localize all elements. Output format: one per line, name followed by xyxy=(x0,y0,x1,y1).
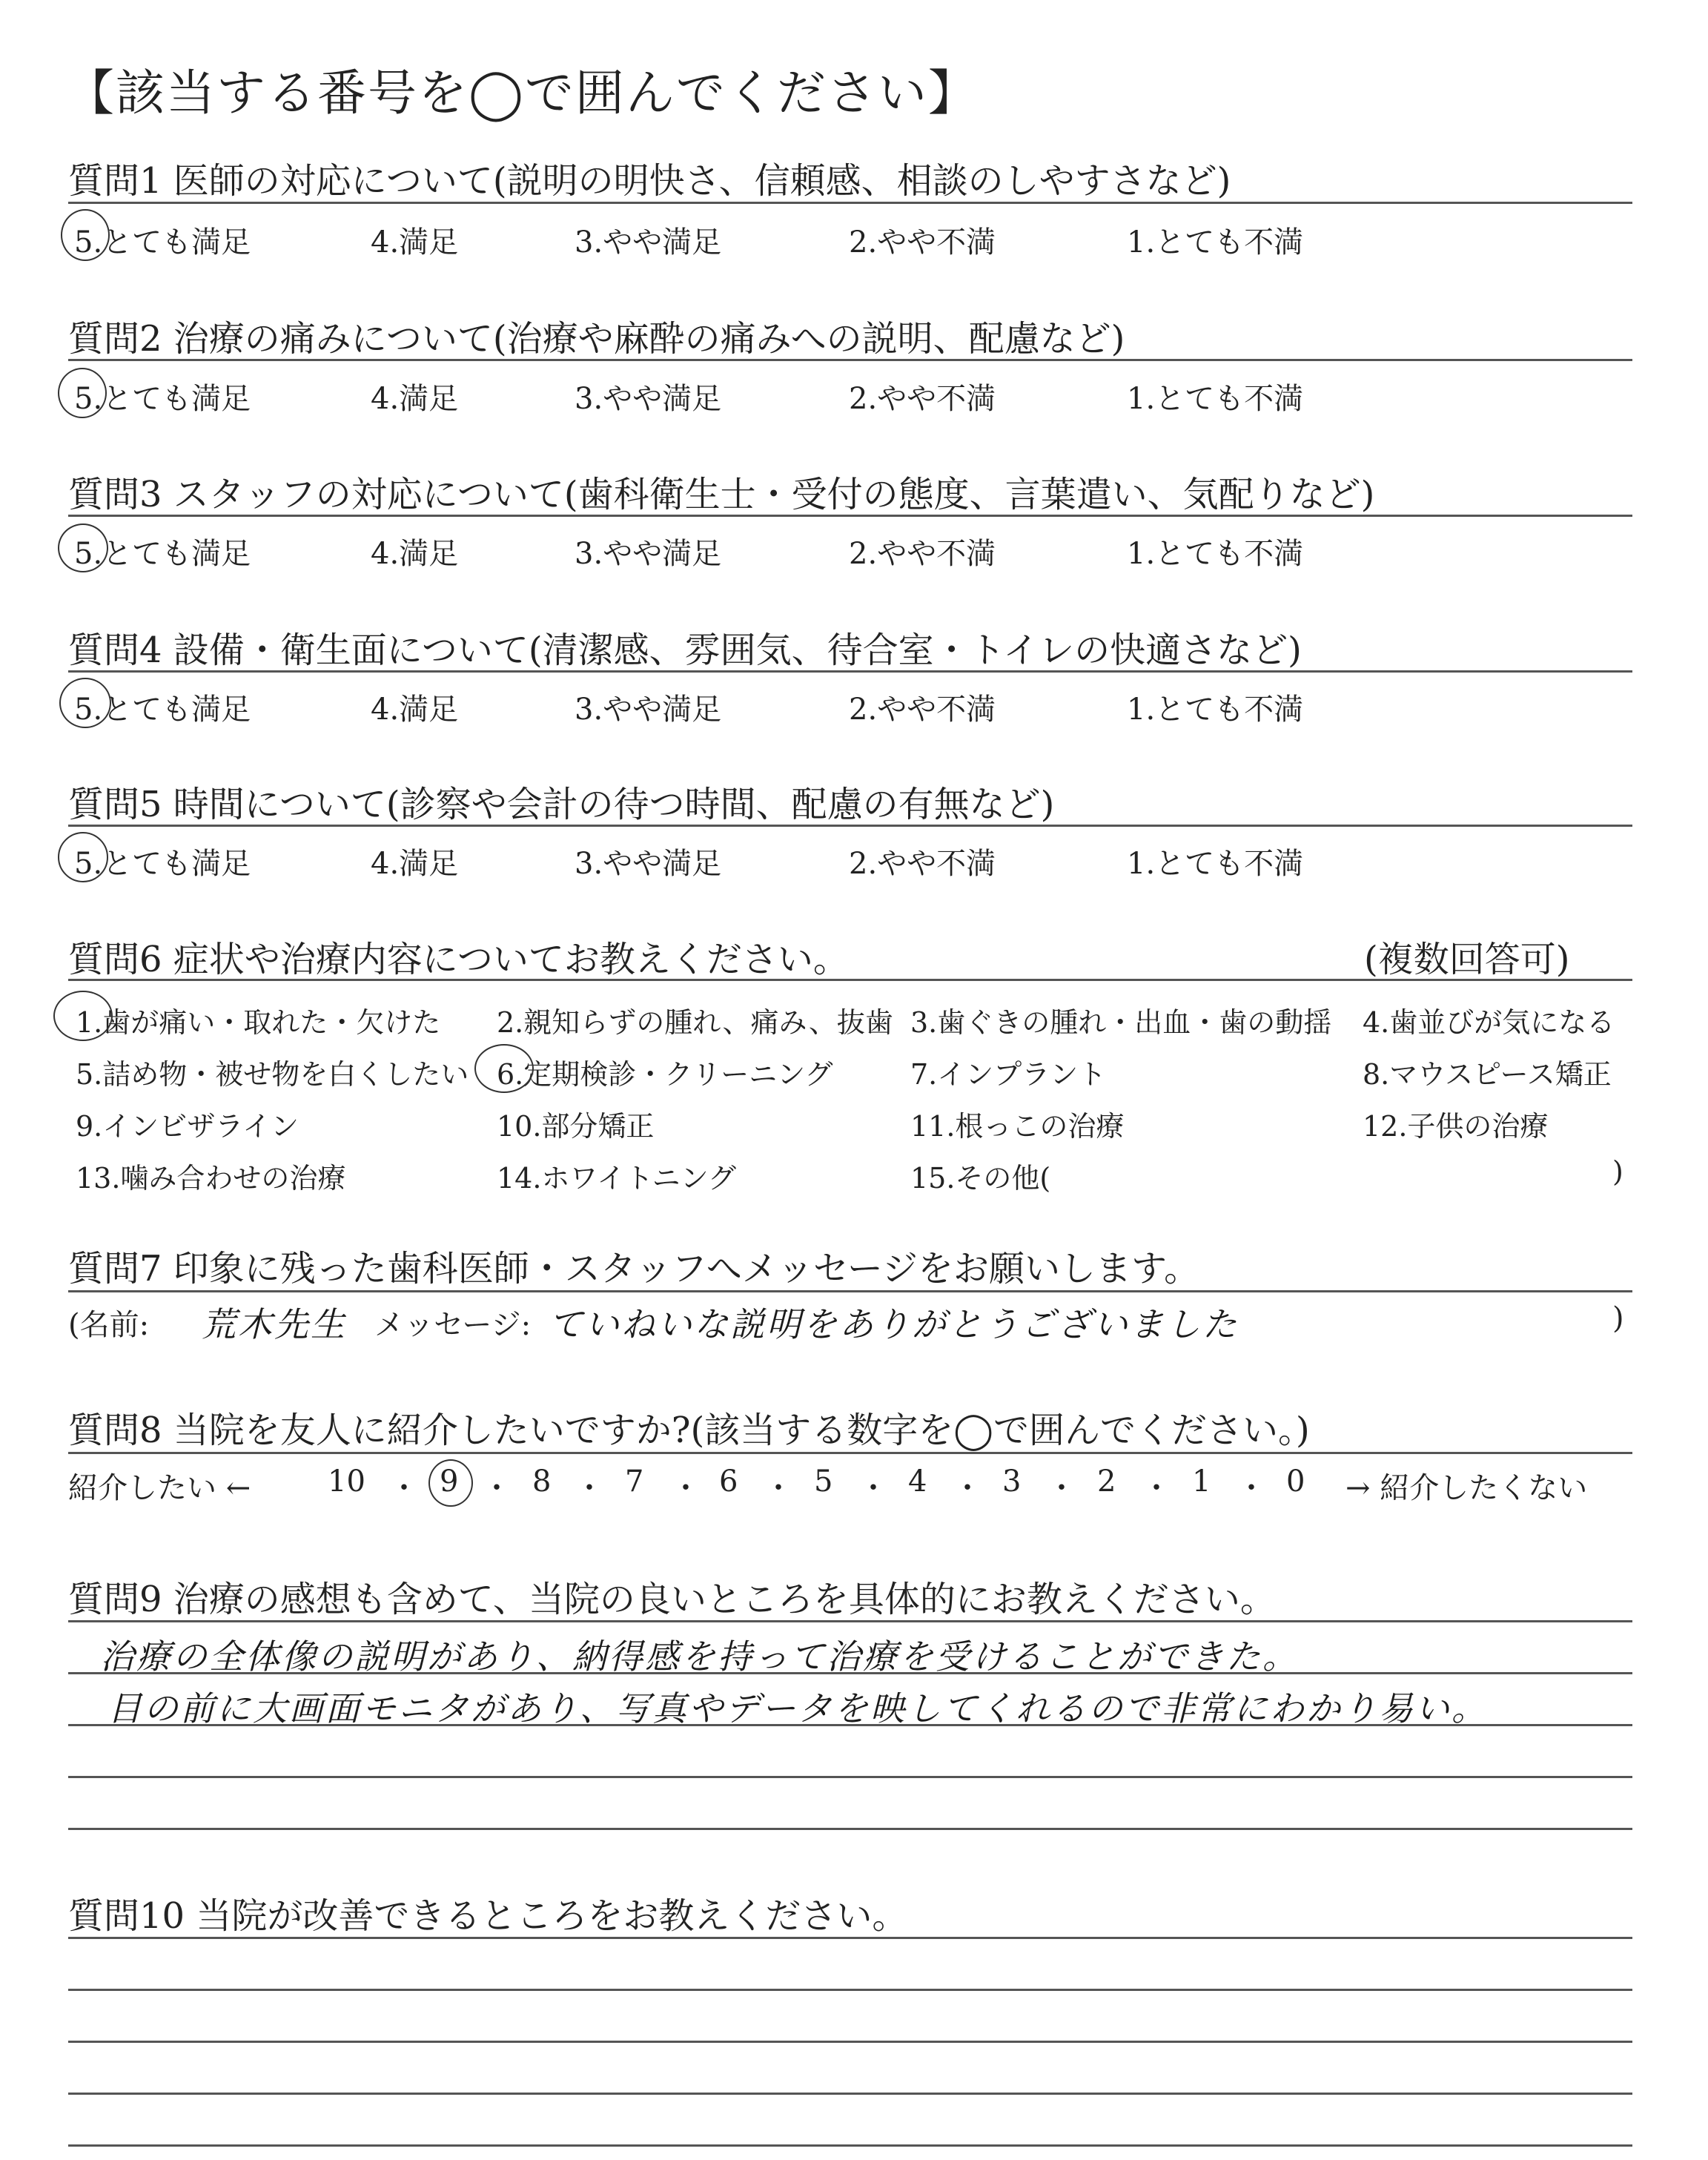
q7-name-value[interactable]: 荒木先生 xyxy=(202,1304,347,1344)
q10-rule-1 xyxy=(68,1937,1632,1939)
q6-item-3[interactable]: 3.歯ぐきの腫れ・出血・歯の動揺 xyxy=(910,1006,1332,1039)
q3-option-1[interactable]: 1.とても不満 xyxy=(1127,537,1304,571)
q3-option-4[interactable]: 4.満足 xyxy=(371,537,459,571)
q6-item-11[interactable]: 11.根っこの治療 xyxy=(910,1110,1125,1143)
q1-rule xyxy=(68,202,1632,204)
q4-title: 質問4 設備・衛生面について(清潔感、雰囲気、待合室・トイレの快適さなど) xyxy=(68,630,1302,671)
q6-item-10[interactable]: 10.部分矯正 xyxy=(497,1110,655,1143)
q8-score-0[interactable]: 0 xyxy=(1286,1464,1305,1499)
q1-title: 質問1 医師の対応について(説明の明快さ、信頼感、相談のしやすさなど) xyxy=(68,160,1231,202)
q6-item-6[interactable]: 6.定期検診・クリーニング xyxy=(497,1058,833,1091)
q10-rule-3 xyxy=(68,2041,1632,2043)
q6-item-9[interactable]: 9.インビザライン xyxy=(76,1110,299,1143)
q1-option-2[interactable]: 2.やや不満 xyxy=(849,225,996,260)
q1-option-3[interactable]: 3.やや満足 xyxy=(575,225,722,260)
q3-rule xyxy=(68,515,1632,517)
q6-item-8[interactable]: 8.マウスピース矯正 xyxy=(1363,1058,1612,1091)
q8-score-10[interactable]: 10 xyxy=(328,1464,365,1499)
q5-option-4[interactable]: 4.満足 xyxy=(371,847,459,881)
q7-title: 質問7 印象に残った歯科医師・スタッフへメッセージをお願いします。 xyxy=(68,1248,1200,1289)
q6-item-15-close-paren: ) xyxy=(1612,1155,1623,1188)
q8-score-6[interactable]: 6 xyxy=(719,1464,738,1499)
q6-item-15[interactable]: 15.その他( xyxy=(910,1162,1051,1195)
q2-option-3[interactable]: 3.やや満足 xyxy=(575,382,722,416)
q8-score-4[interactable]: 4 xyxy=(908,1464,927,1499)
q7-close-paren: ) xyxy=(1612,1301,1624,1335)
q8-rule xyxy=(68,1452,1632,1454)
q9-rule-2 xyxy=(68,1672,1632,1674)
q6-title: 質問6 症状や治療内容についてお教えください。 xyxy=(68,939,849,980)
q8-separator: ・ xyxy=(858,1471,888,1505)
q7-message-label: メッセージ: xyxy=(374,1308,532,1342)
q8-score-9[interactable]: 9 xyxy=(440,1464,459,1499)
q1-option-4[interactable]: 4.満足 xyxy=(371,225,459,260)
q1-option-5[interactable]: 5.とても満足 xyxy=(74,225,251,260)
q2-option-2[interactable]: 2.やや不満 xyxy=(849,382,996,416)
q8-score-5[interactable]: 5 xyxy=(814,1464,833,1499)
q4-option-3[interactable]: 3.やや満足 xyxy=(575,693,722,727)
q8-score-1[interactable]: 1 xyxy=(1192,1464,1211,1499)
q5-title: 質問5 時間について(診察や会計の待つ時間、配慮の有無など) xyxy=(68,784,1055,825)
q8-separator: ・ xyxy=(575,1471,604,1505)
q9-title: 質問9 治療の感想も含めて、当院の良いところを具体的にお教えください。 xyxy=(68,1579,1276,1620)
q8-score-7[interactable]: 7 xyxy=(625,1464,644,1499)
q6-item-7[interactable]: 7.インプラント xyxy=(910,1058,1107,1091)
q7-rule xyxy=(68,1290,1632,1292)
q10-rule-4 xyxy=(68,2093,1632,2095)
q3-option-3[interactable]: 3.やや満足 xyxy=(575,537,722,571)
q6-item-5[interactable]: 5.詰め物・被せ物を白くしたい xyxy=(76,1058,469,1091)
q10-title: 質問10 当院が改善できるところをお教えください。 xyxy=(68,1895,908,1937)
q6-item-1[interactable]: 1.歯が痛い・取れた・欠けた xyxy=(76,1006,441,1039)
q4-option-4[interactable]: 4.満足 xyxy=(371,693,459,727)
q9-rule-1 xyxy=(68,1620,1632,1622)
q6-rule xyxy=(68,979,1632,981)
q7-message-value[interactable]: ていねいな説明をありがとうございました xyxy=(549,1304,1239,1344)
q2-option-1[interactable]: 1.とても不満 xyxy=(1127,382,1304,416)
q5-rule xyxy=(68,825,1632,827)
q7-name-label: (名前: xyxy=(68,1308,150,1342)
q8-right-label: → 紹介したくない xyxy=(1345,1471,1588,1505)
q8-title: 質問8 当院を友人に紹介したいですか?(該当する数字を◯で囲んでください。) xyxy=(68,1410,1310,1451)
q6-item-12[interactable]: 12.子供の治療 xyxy=(1363,1110,1549,1143)
q6-note: (複数回答可) xyxy=(1364,939,1570,980)
q9-rule-5 xyxy=(68,1828,1632,1830)
q8-separator: ・ xyxy=(953,1471,982,1505)
q8-score-8[interactable]: 8 xyxy=(532,1464,552,1499)
q2-rule xyxy=(68,359,1632,361)
q4-option-2[interactable]: 2.やや不満 xyxy=(849,693,996,727)
q5-option-5[interactable]: 5.とても満足 xyxy=(74,847,251,881)
q9-rule-3 xyxy=(68,1724,1632,1726)
q4-option-5[interactable]: 5.とても満足 xyxy=(74,693,251,727)
q3-option-5[interactable]: 5.とても満足 xyxy=(74,537,251,571)
q8-separator: ・ xyxy=(1237,1471,1266,1505)
q4-option-1[interactable]: 1.とても不満 xyxy=(1127,693,1304,727)
q10-rule-2 xyxy=(68,1989,1632,1991)
q5-option-3[interactable]: 3.やや満足 xyxy=(575,847,722,881)
q6-item-2[interactable]: 2.親知らずの腫れ、痛み、抜歯 xyxy=(497,1006,893,1039)
q2-option-5[interactable]: 5.とても満足 xyxy=(74,382,251,416)
q9-rule-4 xyxy=(68,1776,1632,1778)
q5-option-1[interactable]: 1.とても不満 xyxy=(1127,847,1304,881)
q8-separator: ・ xyxy=(482,1471,512,1505)
q3-title: 質問3 スタッフの対応について(歯科衛生士・受付の態度、言葉遣い、気配りなど) xyxy=(68,474,1375,515)
q4-rule xyxy=(68,670,1632,673)
q8-score-2[interactable]: 2 xyxy=(1097,1464,1116,1499)
q9-answer-line-2[interactable]: 目の前に大画面モニタがあり、写真やデータを映してくれるので非常にわかり易い。 xyxy=(107,1688,1488,1728)
q2-title: 質問2 治療の痛みについて(治療や麻酔の痛みへの説明、配慮など) xyxy=(68,318,1125,360)
q8-separator: ・ xyxy=(764,1471,793,1505)
q1-option-1[interactable]: 1.とても不満 xyxy=(1127,225,1304,260)
q8-separator: ・ xyxy=(671,1471,701,1505)
q8-separator: ・ xyxy=(1142,1471,1171,1505)
q6-item-4[interactable]: 4.歯並びが気になる xyxy=(1363,1006,1615,1039)
q8-separator: ・ xyxy=(1047,1471,1076,1505)
q8-score-3[interactable]: 3 xyxy=(1002,1464,1022,1499)
q9-answer-line-1[interactable]: 治療の全体像の説明があり、納得感を持って治療を受けることができた。 xyxy=(100,1636,1299,1677)
q3-option-2[interactable]: 2.やや不満 xyxy=(849,537,996,571)
q8-left-label: 紹介したい ← xyxy=(68,1471,251,1505)
q6-item-13[interactable]: 13.噛み合わせの治療 xyxy=(76,1162,346,1195)
form-heading: 【該当する番号を◯で囲んでください】 xyxy=(65,65,979,122)
q10-rule-5 xyxy=(68,2144,1632,2147)
q6-item-14[interactable]: 14.ホワイトニング xyxy=(497,1162,737,1195)
q2-option-4[interactable]: 4.満足 xyxy=(371,382,459,416)
q8-separator: ・ xyxy=(389,1471,419,1505)
q5-option-2[interactable]: 2.やや不満 xyxy=(849,847,996,881)
